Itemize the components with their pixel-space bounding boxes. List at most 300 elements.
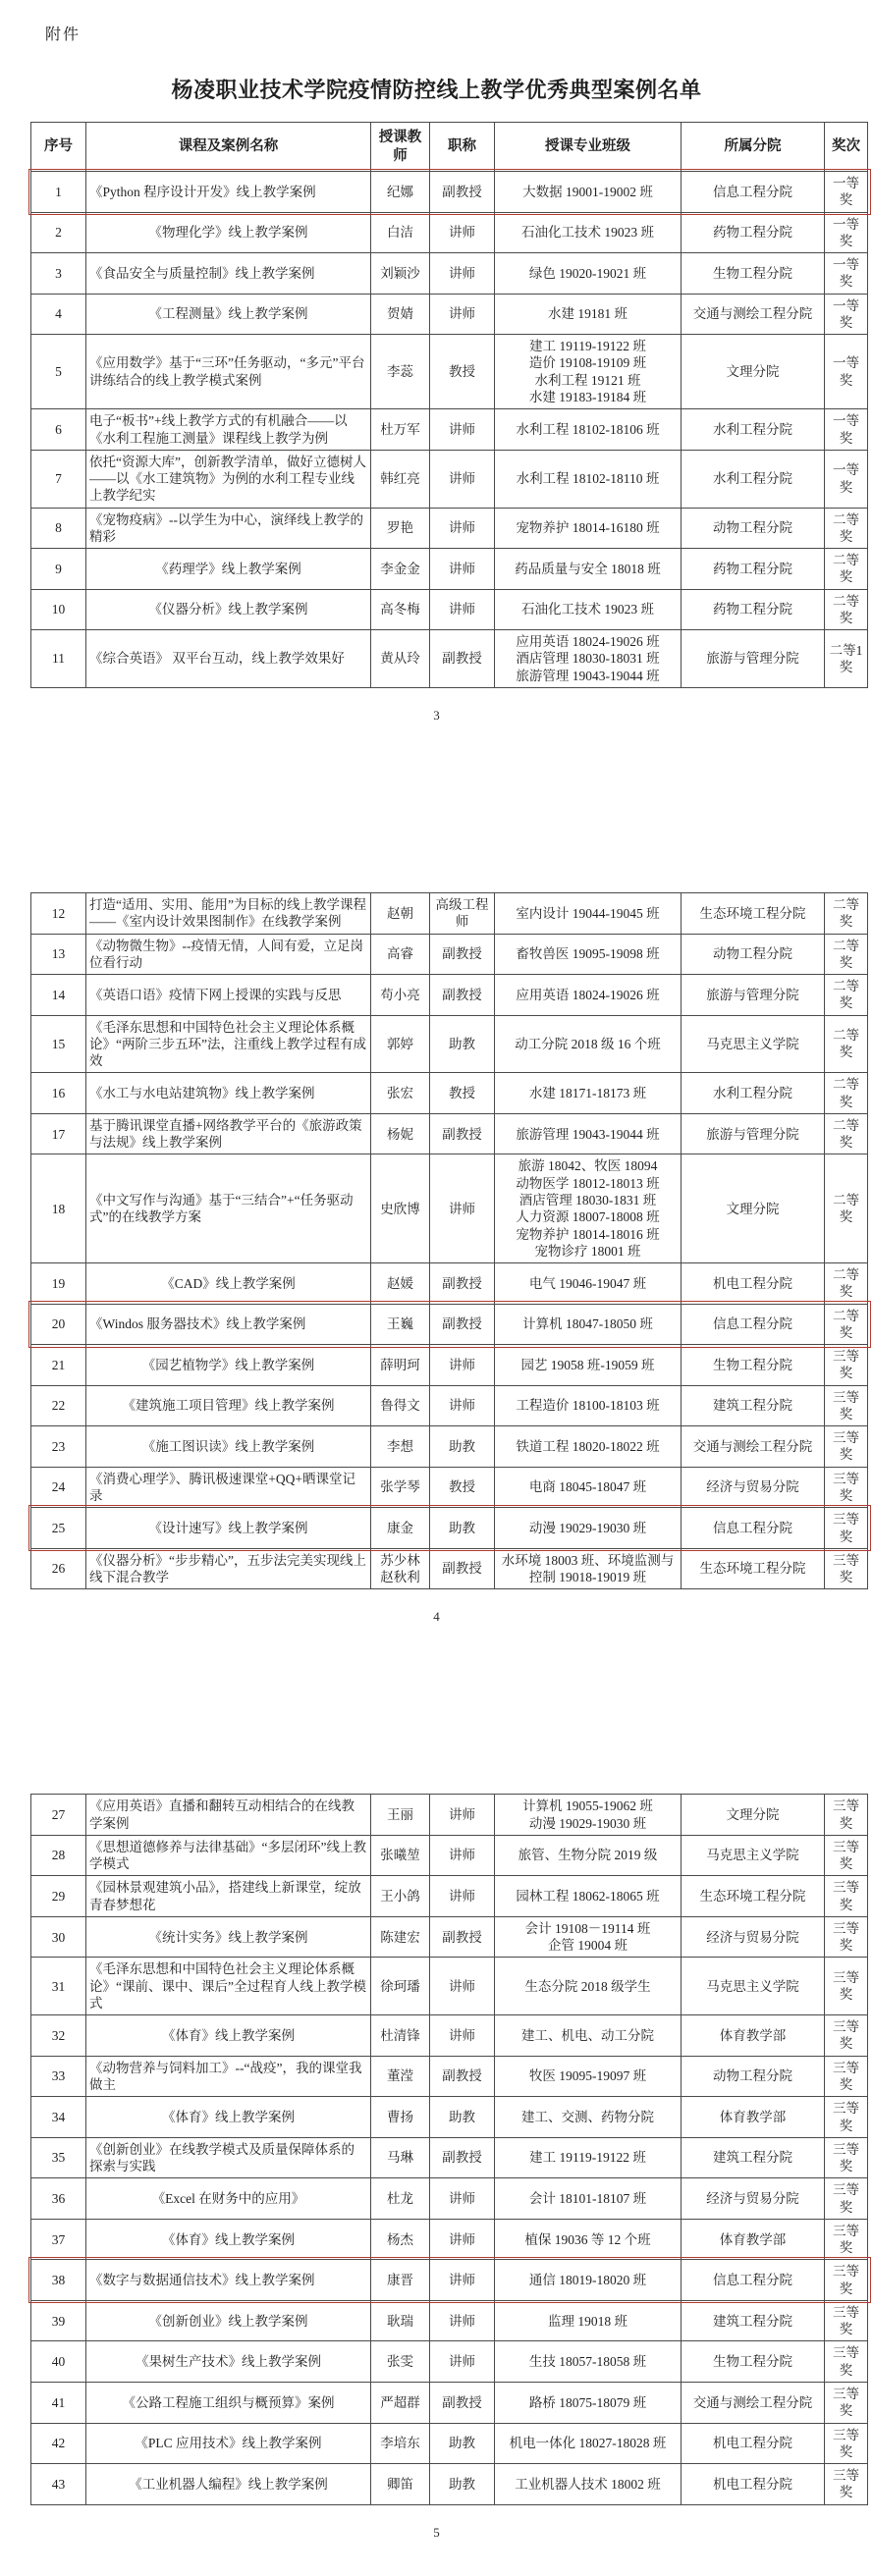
award-level: 三等奖 — [825, 1467, 868, 1508]
class-names: 电商 18045-18047 班 — [495, 1467, 682, 1508]
case-name: 《体育》线上教学案例 — [86, 2097, 371, 2138]
case-name: 《动物微生物》--疫情无情，人间有爱，立足岗位看行动 — [86, 934, 371, 975]
row-index: 36 — [31, 2178, 86, 2220]
teacher-name: 王小鸽 — [371, 1876, 430, 1917]
teacher-name: 康金 — [371, 1508, 430, 1549]
teacher-title: 讲师 — [430, 253, 495, 295]
teacher-name: 苏少林 赵秋利 — [371, 1548, 430, 1589]
case-name: 《统计实务》线上教学案例 — [86, 1916, 371, 1958]
case-name: 《PLC 应用技术》线上教学案例 — [86, 2423, 371, 2464]
row-index: 23 — [31, 1426, 86, 1468]
column-header-6: 奖次 — [825, 123, 868, 172]
row-index: 22 — [31, 1385, 86, 1426]
teacher-name: 纪娜 — [371, 172, 430, 213]
row-index: 7 — [31, 450, 86, 508]
teacher-name: 罗艳 — [371, 508, 430, 549]
class-names: 宠物养护 18014-16180 班 — [495, 508, 682, 549]
department: 药物工程分院 — [682, 212, 825, 253]
row-index: 37 — [31, 2219, 86, 2260]
row-index: 5 — [31, 335, 86, 409]
department: 机电工程分院 — [682, 2423, 825, 2464]
case-name: 《创新创业》在线教学模式及质量保障体系的探索与实践 — [86, 2137, 371, 2178]
row-index: 24 — [31, 1467, 86, 1508]
department: 信息工程分院 — [682, 2260, 825, 2301]
class-names: 机电一体化 18027-18028 班 — [495, 2423, 682, 2464]
table-row-18 — [31, 1154, 868, 1263]
award-level: 三等奖 — [825, 1876, 868, 1917]
table-row-43 — [31, 2464, 868, 2505]
teacher-title: 讲师 — [430, 2219, 495, 2260]
row-index: 11 — [31, 630, 86, 688]
department: 水利工程分院 — [682, 409, 825, 451]
teacher-name: 郭婷 — [371, 1015, 430, 1073]
table-row-8 — [31, 508, 868, 549]
award-level: 三等奖 — [825, 2137, 868, 2178]
row-index: 29 — [31, 1876, 86, 1917]
table-row-24 — [31, 1467, 868, 1508]
table-row-19 — [31, 1263, 868, 1305]
teacher-title: 助教 — [430, 1508, 495, 1549]
table-row-31 — [31, 1958, 868, 2015]
department: 旅游与管理分院 — [682, 1113, 825, 1154]
class-names: 旅游 18042、牧医 18094 动物医学 18012-18013 班 酒店管理 18030-1831 班 人力资源 18007-18008 班 宠物养护 18014-18016 班 宠物诊疗 18001 班 — [495, 1154, 682, 1263]
table-row-41 — [31, 2383, 868, 2424]
case-name: 《施工图识读》线上教学案例 — [86, 1426, 371, 1468]
award-level: 三等奖 — [825, 2015, 868, 2057]
table-row-22 — [31, 1385, 868, 1426]
teacher-title: 讲师 — [430, 409, 495, 451]
class-names: 牧医 19095-19097 班 — [495, 2056, 682, 2097]
class-names: 通信 18019-18020 班 — [495, 2260, 682, 2301]
row-index: 30 — [31, 1916, 86, 1958]
case-name: 《数字与数据通信技术》线上教学案例 — [86, 2260, 371, 2301]
row-index: 35 — [31, 2137, 86, 2178]
column-header-2: 授课教师 — [371, 123, 430, 172]
department: 建筑工程分院 — [682, 1385, 825, 1426]
row-index: 8 — [31, 508, 86, 549]
teacher-title: 讲师 — [430, 2260, 495, 2301]
award-level: 三等奖 — [825, 2464, 868, 2505]
class-names: 计算机 19055-19062 班 动漫 19029-19030 班 — [495, 1795, 682, 1836]
table-row-40 — [31, 2341, 868, 2383]
teacher-title: 助教 — [430, 2464, 495, 2505]
column-header-5: 所属分院 — [682, 123, 825, 172]
teacher-name: 张学琴 — [371, 1467, 430, 1508]
teacher-name: 史欣博 — [371, 1154, 430, 1263]
teacher-title: 讲师 — [430, 2341, 495, 2383]
department: 马克思主义学院 — [682, 1015, 825, 1073]
table-row-2 — [31, 212, 868, 253]
row-index: 27 — [31, 1795, 86, 1836]
department: 文理分院 — [682, 1154, 825, 1263]
column-header-0: 序号 — [31, 123, 86, 172]
award-level: 二等奖 — [825, 1113, 868, 1154]
case-name: 《药理学》线上教学案例 — [86, 549, 371, 590]
row-index: 10 — [31, 589, 86, 630]
award-level: 二等1奖 — [825, 630, 868, 688]
teacher-name: 高睿 — [371, 934, 430, 975]
teacher-title: 讲师 — [430, 450, 495, 508]
table-row-6 — [31, 409, 868, 451]
class-names: 园林工程 18062-18065 班 — [495, 1876, 682, 1917]
table-row-35 — [31, 2137, 868, 2178]
table-row-3 — [31, 253, 868, 295]
class-names: 室内设计 19044-19045 班 — [495, 893, 682, 935]
class-names: 动漫 19029-19030 班 — [495, 1508, 682, 1549]
award-level: 三等奖 — [825, 2423, 868, 2464]
column-header-4: 授课专业班级 — [495, 123, 682, 172]
class-names: 水利工程 18102-18106 班 — [495, 409, 682, 451]
class-names: 监理 19018 班 — [495, 2300, 682, 2341]
department: 马克思主义学院 — [682, 1835, 825, 1876]
table-row-36 — [31, 2178, 868, 2220]
case-name: 《创新创业》线上教学案例 — [86, 2300, 371, 2341]
department: 生态环境工程分院 — [682, 893, 825, 935]
class-names: 水建 18171-18173 班 — [495, 1073, 682, 1114]
case-name: 《食品安全与质量控制》线上教学案例 — [86, 253, 371, 295]
teacher-title: 教授 — [430, 1073, 495, 1114]
department: 信息工程分院 — [682, 1304, 825, 1345]
teacher-name: 卿笛 — [371, 2464, 430, 2505]
award-level: 三等奖 — [825, 2260, 868, 2301]
award-level: 三等奖 — [825, 2219, 868, 2260]
award-level: 三等奖 — [825, 2178, 868, 2220]
teacher-title: 讲师 — [430, 2178, 495, 2220]
page-number: 3 — [433, 708, 440, 723]
column-header-3: 职称 — [430, 123, 495, 172]
teacher-title: 助教 — [430, 2423, 495, 2464]
department: 交通与测绘工程分院 — [682, 2383, 825, 2424]
teacher-name: 白洁 — [371, 212, 430, 253]
department: 水利工程分院 — [682, 1073, 825, 1114]
case-name: 《毛泽东思想和中国特色社会主义理论体系概论》“课前、课中、课后”全过程育人线上教学模式 — [86, 1958, 371, 2015]
row-index: 12 — [31, 893, 86, 935]
teacher-name: 李蕊 — [371, 335, 430, 409]
teacher-title: 教授 — [430, 1467, 495, 1508]
department: 信息工程分院 — [682, 1508, 825, 1549]
award-level: 三等奖 — [825, 1548, 868, 1589]
table-row-27 — [31, 1795, 868, 1836]
department: 机电工程分院 — [682, 2464, 825, 2505]
teacher-name: 董滢 — [371, 2056, 430, 2097]
teacher-title: 讲师 — [430, 1385, 495, 1426]
row-index: 26 — [31, 1548, 86, 1589]
table-header-row — [31, 123, 868, 172]
row-index: 32 — [31, 2015, 86, 2057]
tables-container — [0, 122, 873, 2541]
teacher-title: 讲师 — [430, 1876, 495, 1917]
case-name: 《综合英语》 双平台互动，线上教学效果好 — [86, 630, 371, 688]
award-level: 一等奖 — [825, 409, 868, 451]
table-row-13 — [31, 934, 868, 975]
attachment-label: 附件 — [45, 27, 82, 43]
table-row-9 — [31, 549, 868, 590]
class-names: 水建 19181 班 — [495, 294, 682, 335]
table-row-10 — [31, 589, 868, 630]
teacher-name: 薛明珂 — [371, 1345, 430, 1386]
teacher-name: 王丽 — [371, 1795, 430, 1836]
document — [0, 22, 873, 2576]
class-names: 生技 18057-18058 班 — [495, 2341, 682, 2383]
teacher-title: 讲师 — [430, 2015, 495, 2057]
award-level: 三等奖 — [825, 2383, 868, 2424]
class-names: 建工、机电、动工分院 — [495, 2015, 682, 2057]
case-name: 《物理化学》线上教学案例 — [86, 212, 371, 253]
case-name: 《果树生产技术》线上教学案例 — [86, 2341, 371, 2383]
case-name: 《Excel 在财务中的应用》 — [86, 2178, 371, 2220]
award-level: 一等奖 — [825, 172, 868, 213]
column-header-1: 课程及案例名称 — [86, 123, 371, 172]
teacher-title: 副教授 — [430, 1548, 495, 1589]
class-names: 生态分院 2018 级学生 — [495, 1958, 682, 2015]
department: 体育教学部 — [682, 2015, 825, 2057]
class-names: 石油化工技术 19023 班 — [495, 589, 682, 630]
page-number: 5 — [433, 2524, 440, 2540]
teacher-title: 讲师 — [430, 1835, 495, 1876]
teacher-name: 严超群 — [371, 2383, 430, 2424]
teacher-name: 高冬梅 — [371, 589, 430, 630]
row-index: 20 — [31, 1304, 86, 1345]
table-row-4 — [31, 294, 868, 335]
teacher-name: 杨妮 — [371, 1113, 430, 1154]
teacher-title: 副教授 — [430, 2383, 495, 2424]
teacher-title: 高级工程师 — [430, 893, 495, 935]
teacher-name: 王巍 — [371, 1304, 430, 1345]
row-index: 28 — [31, 1835, 86, 1876]
teacher-name: 陈建宏 — [371, 1916, 430, 1958]
class-names: 植保 19036 等 12 个班 — [495, 2219, 682, 2260]
cases-table — [30, 1794, 868, 2504]
class-names: 建工 19119-19122 班 — [495, 2137, 682, 2178]
row-index: 4 — [31, 294, 86, 335]
row-index: 43 — [31, 2464, 86, 2505]
case-name: 基于腾讯课堂直播+网络教学平台的《旅游政策与法规》线上教学案例 — [86, 1113, 371, 1154]
case-name: 《仪器分析》线上教学案例 — [86, 589, 371, 630]
teacher-name: 康晋 — [371, 2260, 430, 2301]
table-row-42 — [31, 2423, 868, 2464]
class-names: 畜牧兽医 19095-19098 班 — [495, 934, 682, 975]
cases-table — [30, 122, 868, 688]
department: 生物工程分院 — [682, 1345, 825, 1386]
row-index: 15 — [31, 1015, 86, 1073]
department: 经济与贸易分院 — [682, 2178, 825, 2220]
department: 生态环境工程分院 — [682, 1548, 825, 1589]
teacher-name: 杜清锋 — [371, 2015, 430, 2057]
teacher-title: 讲师 — [430, 294, 495, 335]
teacher-title: 讲师 — [430, 549, 495, 590]
case-name: 《水工与水电站建筑物》线上教学案例 — [86, 1073, 371, 1114]
class-names: 石油化工技术 19023 班 — [495, 212, 682, 253]
table-row-14 — [31, 975, 868, 1016]
department: 动物工程分院 — [682, 934, 825, 975]
department: 水利工程分院 — [682, 450, 825, 508]
table-row-39 — [31, 2300, 868, 2341]
teacher-name: 李想 — [371, 1426, 430, 1468]
teacher-title: 讲师 — [430, 2300, 495, 2341]
page-title: 杨凌职业技术学院疫情防控线上教学优秀典型案例名单 — [171, 78, 702, 102]
class-names: 工业机器人技术 18002 班 — [495, 2464, 682, 2505]
case-name: 《建筑施工项目管理》线上教学案例 — [86, 1385, 371, 1426]
award-level: 二等奖 — [825, 975, 868, 1016]
class-names: 会计 19108－19114 班 企管 19004 班 — [495, 1916, 682, 1958]
teacher-title: 助教 — [430, 1426, 495, 1468]
department: 经济与贸易分院 — [682, 1467, 825, 1508]
table-row-30 — [31, 1916, 868, 1958]
department: 信息工程分院 — [682, 172, 825, 213]
department: 旅游与管理分院 — [682, 975, 825, 1016]
table-row-28 — [31, 1835, 868, 1876]
award-level: 三等奖 — [825, 1426, 868, 1468]
award-level: 三等奖 — [825, 2056, 868, 2097]
class-names: 会计 18101-18107 班 — [495, 2178, 682, 2220]
teacher-title: 副教授 — [430, 975, 495, 1016]
row-index: 34 — [31, 2097, 86, 2138]
table-row-26 — [31, 1548, 868, 1589]
teacher-title: 教授 — [430, 335, 495, 409]
teacher-name: 赵媛 — [371, 1263, 430, 1305]
row-index: 2 — [31, 212, 86, 253]
case-name: 《动物营养与饲料加工》--“战疫”，我的课堂我做主 — [86, 2056, 371, 2097]
table-row-5 — [31, 335, 868, 409]
table-row-38 — [31, 2260, 868, 2301]
department: 建筑工程分院 — [682, 2137, 825, 2178]
class-names: 建工、交测、药物分院 — [495, 2097, 682, 2138]
table-row-17 — [31, 1113, 868, 1154]
class-names: 电气 19046-19047 班 — [495, 1263, 682, 1305]
teacher-title: 讲师 — [430, 212, 495, 253]
row-index: 31 — [31, 1958, 86, 2015]
award-level: 一等奖 — [825, 450, 868, 508]
teacher-title: 副教授 — [430, 630, 495, 688]
class-names: 铁道工程 18020-18022 班 — [495, 1426, 682, 1468]
table-row-32 — [31, 2015, 868, 2057]
table-row-20 — [31, 1304, 868, 1345]
department: 机电工程分院 — [682, 1263, 825, 1305]
class-names: 路桥 18075-18079 班 — [495, 2383, 682, 2424]
case-name: 《体育》线上教学案例 — [86, 2015, 371, 2057]
class-names: 水环境 18003 班、环境监测与控制 19018-19019 班 — [495, 1548, 682, 1589]
row-index: 33 — [31, 2056, 86, 2097]
teacher-name: 杜龙 — [371, 2178, 430, 2220]
row-index: 21 — [31, 1345, 86, 1386]
department: 经济与贸易分院 — [682, 1916, 825, 1958]
row-index: 42 — [31, 2423, 86, 2464]
award-level: 二等奖 — [825, 1154, 868, 1263]
teacher-title: 副教授 — [430, 934, 495, 975]
award-level: 二等奖 — [825, 1304, 868, 1345]
case-name: 电子“板书”+线上教学方式的有机融合——以《水利工程施工测量》课程线上教学为例 — [86, 409, 371, 451]
table-row-15 — [31, 1015, 868, 1073]
teacher-name: 韩红亮 — [371, 450, 430, 508]
award-level: 三等奖 — [825, 1345, 868, 1386]
page-number: 4 — [433, 1609, 440, 1625]
row-index: 14 — [31, 975, 86, 1016]
teacher-title: 副教授 — [430, 1916, 495, 1958]
case-name: 依托“资源大库”，创新教学清单，做好立德树人——以《水工建筑物》为例的水利工程专业线上教学纪实 — [86, 450, 371, 508]
award-level: 一等奖 — [825, 294, 868, 335]
row-index: 40 — [31, 2341, 86, 2383]
teacher-name: 张曦堃 — [371, 1835, 430, 1876]
class-names: 应用英语 18024-19026 班 酒店管理 18030-18031 班 旅游管理 19043-19044 班 — [495, 630, 682, 688]
teacher-name: 黄从玲 — [371, 630, 430, 688]
teacher-title: 讲师 — [430, 589, 495, 630]
row-index: 17 — [31, 1113, 86, 1154]
teacher-name: 张雯 — [371, 2341, 430, 2383]
teacher-name: 耿瑞 — [371, 2300, 430, 2341]
award-level: 二等奖 — [825, 1015, 868, 1073]
teacher-title: 副教授 — [430, 2137, 495, 2178]
case-name: 《工程测量》线上教学案例 — [86, 294, 371, 335]
teacher-name: 赵朝 — [371, 893, 430, 935]
row-index: 6 — [31, 409, 86, 451]
award-level: 三等奖 — [825, 1795, 868, 1836]
teacher-name: 张宏 — [371, 1073, 430, 1114]
row-index: 25 — [31, 1508, 86, 1549]
teacher-title: 讲师 — [430, 1795, 495, 1836]
award-level: 一等奖 — [825, 253, 868, 295]
table-row-11 — [31, 630, 868, 688]
page-section-5 — [0, 1794, 873, 2540]
case-name: 《宠物疫病》--以学生为中心，演绎线上教学的精彩 — [86, 508, 371, 549]
case-name: 《应用英语》直播和翻转互动相结合的在线教学案例 — [86, 1795, 371, 1836]
case-name: 《设计速写》线上教学案例 — [86, 1508, 371, 1549]
department: 生物工程分院 — [682, 2341, 825, 2383]
teacher-name: 李培东 — [371, 2423, 430, 2464]
case-name: 《园林景观建筑小品》，搭建线上新课堂，绽放青春梦想花 — [86, 1876, 371, 1917]
table-row-21 — [31, 1345, 868, 1386]
award-level: 一等奖 — [825, 212, 868, 253]
teacher-title: 讲师 — [430, 1345, 495, 1386]
teacher-title: 副教授 — [430, 172, 495, 213]
award-level: 二等奖 — [825, 893, 868, 935]
award-level: 三等奖 — [825, 1835, 868, 1876]
case-name: 《中文写作与沟通》基于“三结合”+“任务驱动式”的在线教学方案 — [86, 1154, 371, 1263]
teacher-name: 徐珂璠 — [371, 1958, 430, 2015]
teacher-title: 助教 — [430, 1015, 495, 1073]
award-level: 三等奖 — [825, 2300, 868, 2341]
teacher-name: 曹扬 — [371, 2097, 430, 2138]
class-names: 动工分院 2018 级 16 个班 — [495, 1015, 682, 1073]
teacher-name: 杨杰 — [371, 2219, 430, 2260]
table-row-1 — [31, 172, 868, 213]
table-row-29 — [31, 1876, 868, 1917]
class-names: 应用英语 18024-19026 班 — [495, 975, 682, 1016]
department: 动物工程分院 — [682, 2056, 825, 2097]
row-index: 1 — [31, 172, 86, 213]
case-name: 《园艺植物学》线上教学案例 — [86, 1345, 371, 1386]
case-name: 《体育》线上教学案例 — [86, 2219, 371, 2260]
class-names: 建工 19119-19122 班 造价 19108-19109 班 水利工程 19121 班 水建 19183-19184 班 — [495, 335, 682, 409]
class-names: 园艺 19058 班-19059 班 — [495, 1345, 682, 1386]
award-level: 二等奖 — [825, 1073, 868, 1114]
case-name: 《思想道德修养与法律基础》“多层闭环”线上教学模式 — [86, 1835, 371, 1876]
case-name: 《Windos 服务器技术》线上教学案例 — [86, 1304, 371, 1345]
teacher-name: 李金金 — [371, 549, 430, 590]
table-row-33 — [31, 2056, 868, 2097]
case-name: 《消费心理学》、腾讯极速课堂+QQ+晒课堂记录 — [86, 1467, 371, 1508]
case-name: 《仪器分析》“步步精心”，五步法完美实现线上线下混合教学 — [86, 1548, 371, 1589]
row-index: 3 — [31, 253, 86, 295]
row-index: 18 — [31, 1154, 86, 1263]
department: 药物工程分院 — [682, 589, 825, 630]
class-names: 旅管、生物分院 2019 级 — [495, 1835, 682, 1876]
award-level: 二等奖 — [825, 589, 868, 630]
row-index: 19 — [31, 1263, 86, 1305]
case-name: 《工业机器人编程》线上教学案例 — [86, 2464, 371, 2505]
row-index: 16 — [31, 1073, 86, 1114]
case-name: 打造“适用、实用、能用”为目标的线上教学课程——《室内设计效果图制作》在线教学案例 — [86, 893, 371, 935]
page-section-3 — [0, 122, 873, 724]
